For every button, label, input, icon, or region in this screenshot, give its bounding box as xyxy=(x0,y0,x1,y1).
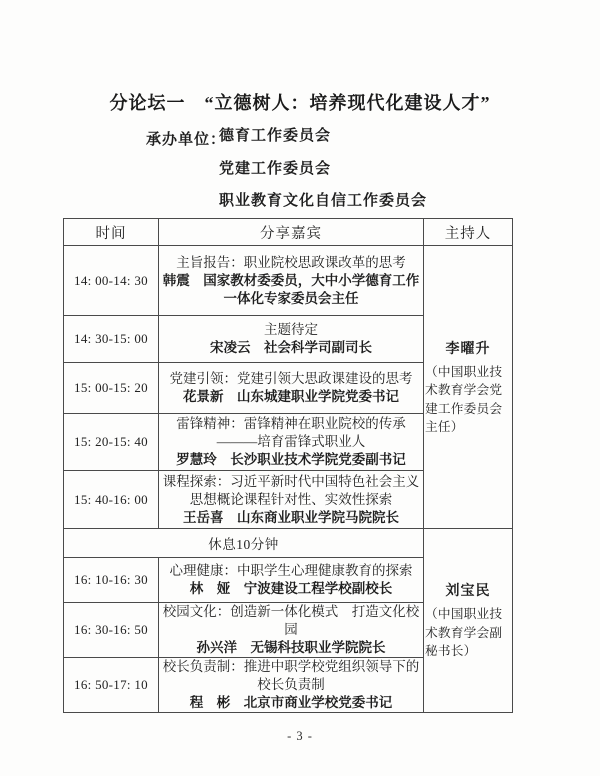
break-cell: 休息10分钟 xyxy=(64,529,424,558)
session-speaker: 王岳喜 山东商业职业学院马院院长 xyxy=(183,509,399,525)
host-affiliation-line: 建工作委员会 xyxy=(425,401,503,416)
session-speaker: 宋凌云 社会科学司副司长 xyxy=(210,340,372,355)
guest-cell xyxy=(159,471,424,529)
table-header-row xyxy=(64,219,513,246)
guest-cell xyxy=(159,363,424,414)
session-speaker: 程 彬 北京市商业学校党委书记 xyxy=(189,695,393,710)
column-header-guest: 分享嘉宾 xyxy=(159,219,424,246)
host-affiliation-line: 主任） xyxy=(425,420,464,434)
host-name: 李曜升 xyxy=(445,341,491,357)
guest-cell xyxy=(159,246,424,316)
host-cell xyxy=(424,246,513,529)
host-name: 刘宝民 xyxy=(445,584,491,600)
table-row xyxy=(64,246,513,316)
session-speaker: 花景新 山东城建职业学院党委书记 xyxy=(183,389,399,404)
session-speaker: 罗慧玲 长沙职业技术学院党委副书记 xyxy=(176,452,406,467)
time-cell: 15: 20-15: 40 xyxy=(64,414,159,471)
page-number: - 3 - xyxy=(287,729,313,743)
column-header-host: 主持人 xyxy=(424,219,513,246)
session-topic: 校长负责制 xyxy=(257,677,325,692)
host-affiliation-line: 秘书长） xyxy=(425,644,477,659)
session-speaker: 一体化专家委员会主任 xyxy=(223,290,359,306)
session-speaker: 孙兴洋 无锡科技职业学院院长 xyxy=(196,640,386,655)
session-topic: 主题待定 xyxy=(264,322,318,337)
guest-cell xyxy=(159,603,424,658)
time-cell: 15: 40-16: 00 xyxy=(64,471,159,529)
host-affiliation xyxy=(424,363,512,437)
host-affiliation-line: 术教育学会副 xyxy=(425,625,503,640)
host-affiliation-line: 术教育学会党 xyxy=(425,383,503,397)
session-topic: 思想概论课程针对性、实效性探索 xyxy=(189,491,393,507)
guest-cell xyxy=(159,316,424,363)
organizer-item: 党建工作委员会 xyxy=(219,160,332,177)
time-cell: 16: 10-16: 30 xyxy=(64,558,159,603)
host-affiliation-line: （中国职业技 xyxy=(425,607,503,622)
schedule-table xyxy=(63,218,513,713)
organizer-item: 德育工作委员会 xyxy=(219,128,332,144)
session-topic: 课程探索：习近平新时代中国特色社会主义 xyxy=(162,473,420,489)
time-cell: 16: 50-17: 10 xyxy=(64,658,159,713)
column-header-time: 时间 xyxy=(64,219,159,246)
session-topic: 心理健康：中职学生心理健康教育的探索 xyxy=(169,563,413,578)
guest-cell xyxy=(159,414,424,471)
session-topic: ———培育雷锋式职业人 xyxy=(216,434,366,449)
organizer-list xyxy=(219,128,427,226)
host-affiliation xyxy=(424,605,512,661)
guest-cell xyxy=(159,658,424,713)
session-speaker: 韩震 国家教材委委员，大中小学德育工作 xyxy=(162,272,420,288)
session-topic: 主旨报告：职业院校思政课改革的思考 xyxy=(176,254,406,270)
session-topic: 党建引领：党建引领大思政课建设的思考 xyxy=(169,371,413,386)
session-topic: 校长负责制：推进中职学校党组织领导下的 xyxy=(162,659,420,674)
guest-cell xyxy=(159,558,424,603)
time-cell: 14: 00-14: 30 xyxy=(64,246,159,316)
time-cell: 16: 30-16: 50 xyxy=(64,603,159,658)
session-topic: 校园文化：创造新一体化模式 打造文化校园 xyxy=(162,604,420,637)
time-cell: 15: 00-15: 20 xyxy=(64,363,159,414)
host-cell xyxy=(424,529,513,713)
organizer-item: 职业教育文化自信工作委员会 xyxy=(219,193,428,209)
break-row xyxy=(64,529,513,558)
forum-title: 分论坛一 “立德树人：培养现代化建设人才” xyxy=(109,93,491,113)
organizer-label: 承办单位： xyxy=(146,132,227,148)
session-speaker: 林 娅 宁波建设工程学校副校长 xyxy=(189,581,393,596)
session-topic: 雷锋精神：雷锋精神在职业院校的传承 xyxy=(176,416,406,431)
host-affiliation-line: （中国职业技 xyxy=(425,364,503,379)
time-cell: 14: 30-15: 00 xyxy=(64,316,159,363)
